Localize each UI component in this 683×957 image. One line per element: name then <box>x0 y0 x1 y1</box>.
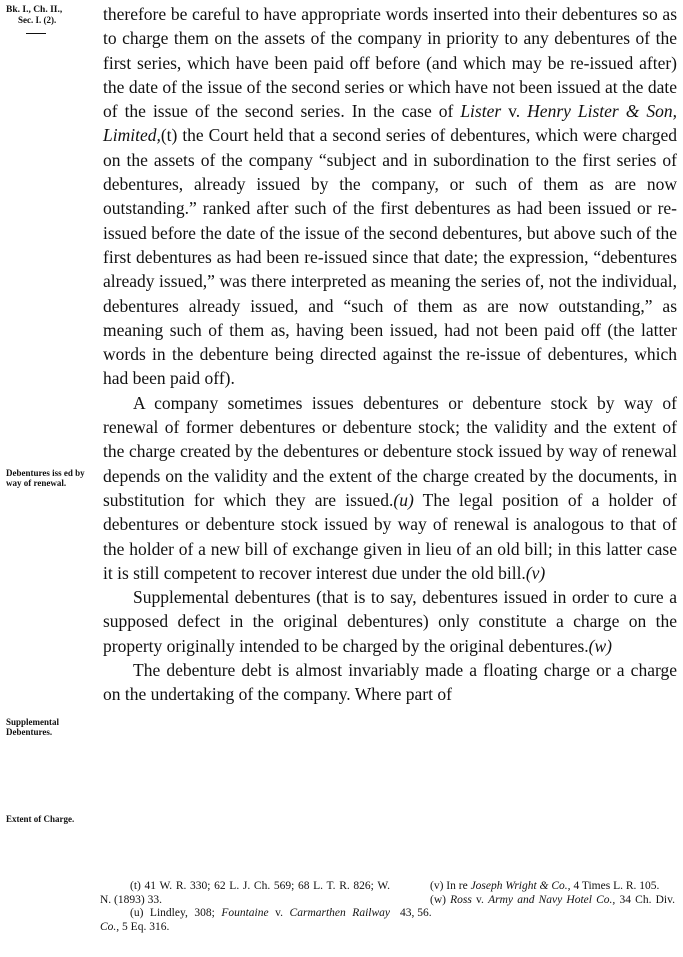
footnote-w-case-b: Army and Navy Hotel Co., <box>488 893 616 906</box>
footnote-w <box>400 894 675 921</box>
headnote-rule <box>26 33 46 34</box>
paragraph-1-text-b: the Court held that a second series of debentures, which were charged on the assets of the company “subject and in subordination to the first series of debentures, already issued by the company, or such of them as are now outstanding.” ranked after such of the first debentures as had been issued or re-issued before the date of the issue of the second debentures, but above such of the first debentures as had been re-issued since that date; the expression, “debentures already issued,” was there interpreted as meaning the series of, not the individual, debentures already issued, and “such of them as are now outstanding,” as meaning such of them as, having been issued, had not been paid off (the latter words in the debenture being directed against the re-issue of debentures, which had been paid off). <box>103 125 677 389</box>
paragraph-1 <box>103 2 677 391</box>
running-headnote <box>6 5 98 34</box>
footnote-ref-u: (u) <box>393 489 414 510</box>
paragraph-2-text-b: The legal position of a holder of debentures or debenture stock issued by way of renewal is analogous to that of the holder of a new bill of exchange given in lieu of an old bill; in this latter case it is still competent to recover interest due under the old bill. <box>103 489 677 583</box>
footnote-u-cite: 5 Eq. 316. <box>119 920 170 933</box>
paragraph-3 <box>103 585 677 658</box>
footnote-w-cite: 34 Ch. Div. 43, 56. <box>400 893 675 919</box>
paragraph-2 <box>103 391 677 585</box>
side-note-renewal: Debentures iss ed by way of renewal. <box>6 468 85 488</box>
paragraph-4 <box>103 658 677 707</box>
footnote-v-a: (v) In re <box>430 880 471 892</box>
footnotes-left-column <box>100 880 390 934</box>
paragraph-4-text: The debenture debt is almost invariably made a floating charge or a charge on the undertaking of the company. Where part of <box>103 660 677 705</box>
footnote-v-cite: 4 Times L. R. 105. <box>570 880 660 892</box>
footnote-w-case-a: Ross <box>450 893 472 906</box>
footnote-u-case-a: Fountaine <box>221 907 269 919</box>
body-text <box>103 2 677 707</box>
footnote-ref-v: (v) <box>525 562 546 583</box>
footnote-u-a: (u) Lindley, 308; <box>130 907 222 919</box>
footnote-u-case-b: Carmarthen Railway Co., <box>100 907 390 933</box>
footnote-u-versus: v. <box>268 907 290 919</box>
footnote-u <box>100 907 390 934</box>
headnote-line-1: Bk. I., Ch. II., <box>6 5 63 15</box>
footnote-t: (t) 41 W. R. 330; 62 L. J. Ch. 569; 68 L. T. R. 826; W. N. (1893) 33. <box>100 880 390 906</box>
case-name-lister: Lister <box>460 101 502 122</box>
footnotes-right-column <box>400 880 675 921</box>
side-note-extent: Extent of Charge. <box>6 814 75 824</box>
side-note-supplemental: Supplemental Debentures. <box>6 717 60 737</box>
headnote-line-2: Sec. I. (2). <box>18 15 57 25</box>
case-name-henry-lister: Henry Lister & Son, Limited, <box>103 101 677 146</box>
footnote-v <box>400 880 675 894</box>
footnote-w-versus: v. <box>471 893 489 906</box>
footnote-ref-t: (t) <box>160 125 178 146</box>
footnote-ref-w: (w) <box>588 635 612 656</box>
footnote-v-case: Joseph Wright & Co., <box>470 880 571 892</box>
case-versus: v. <box>501 101 528 122</box>
paragraph-3-text: Supplemental debentures (that is to say, debentures issued in order to cure a supposed defect in the original debentures) only constitute a charge on the property originally intended to be charged by the original debentures. <box>103 587 677 656</box>
footnote-w-a: (w) <box>430 893 451 906</box>
paragraph-2-text-a: A company sometimes issues debentures or debenture stock by way of renewal of former debentures or debenture stock; the validity and the extent of the charge created by the debentures or debenture stock issued by way of renewal depends on the validity and the extent of the charge created by the documents, in substitution for which they are issued. <box>103 392 677 510</box>
paragraph-1-text-a: therefore be careful to have appropriate words inserted into their debentures so as to charge them on the assets of the company in priority to any debentures of the first series, which have been paid off before (and which may be re-issued after) the date of the issue of the second series or which have not been issued at the date of the issue of the second series. In the case of <box>103 4 677 122</box>
